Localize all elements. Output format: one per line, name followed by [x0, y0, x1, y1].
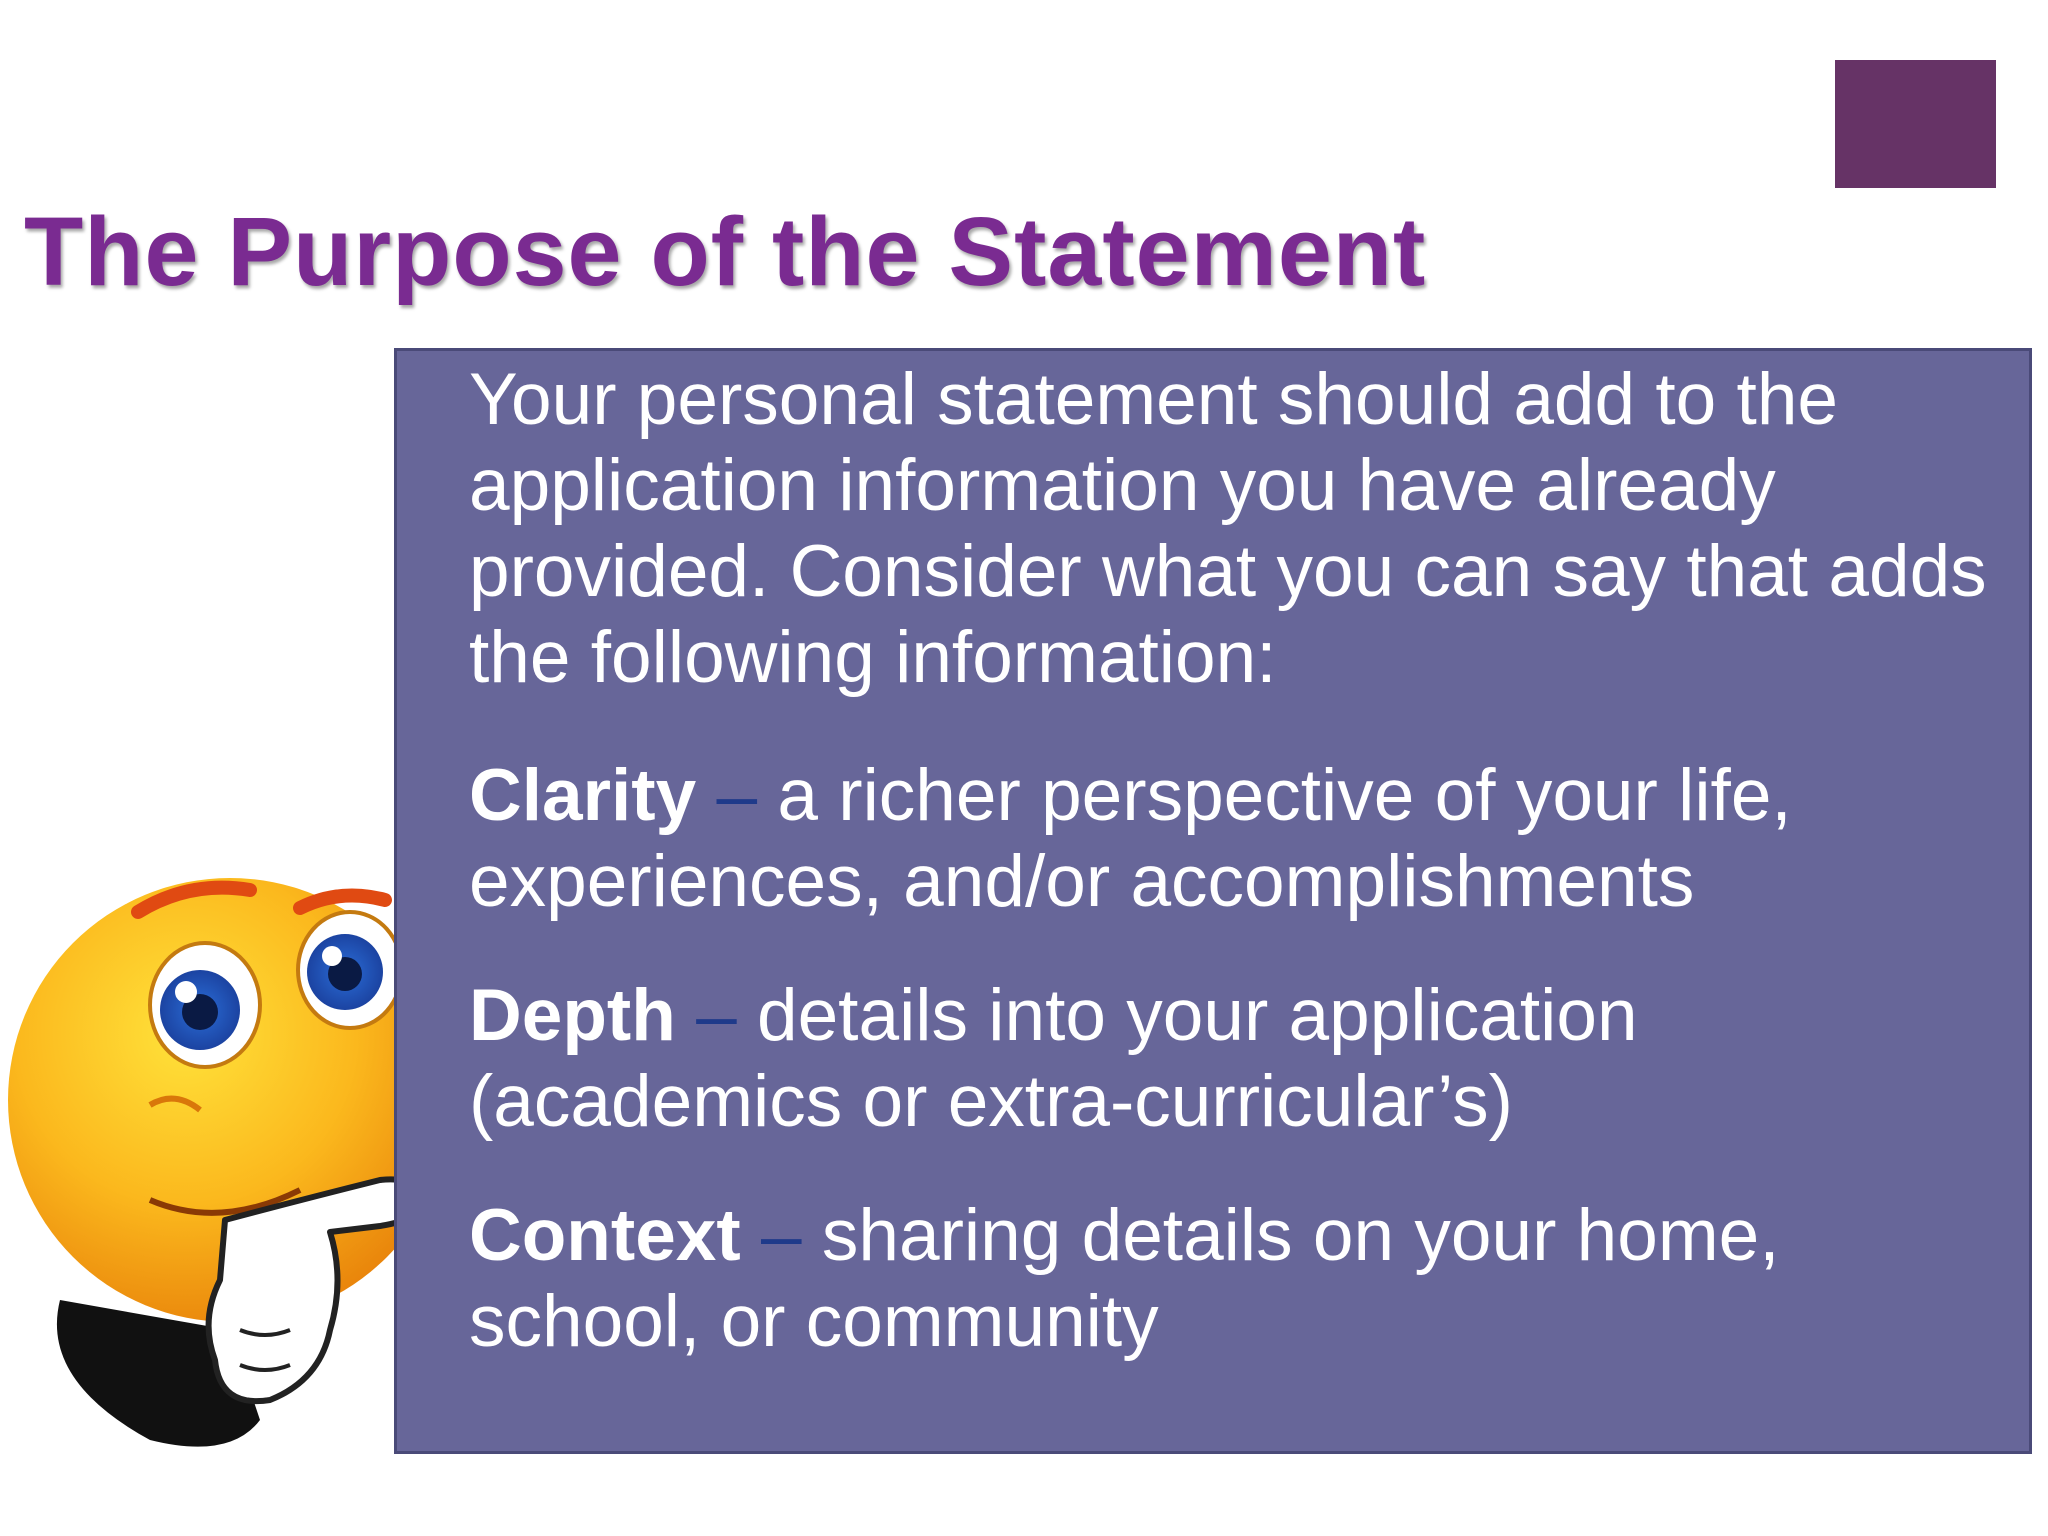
- dash-separator: –: [696, 755, 778, 836]
- content-box: [394, 348, 2032, 1454]
- dash-separator: –: [675, 975, 757, 1056]
- item-text-clarity: a richer perspective of your life, experiences, and/or accomplishments: [469, 755, 1792, 922]
- list-item-context: [469, 1193, 1989, 1365]
- list-item-clarity: [469, 753, 1989, 925]
- accent-square: [1835, 60, 1996, 188]
- item-text-context: sharing details on your home, school, or community: [469, 1195, 1780, 1362]
- term-depth: Depth: [469, 975, 676, 1056]
- dash-separator: –: [740, 1195, 822, 1276]
- term-context: Context: [469, 1195, 741, 1276]
- item-text-depth: details into your application (academics or extra-curricular’s): [469, 975, 1638, 1142]
- slide-title: The Purpose of the Statement: [24, 197, 1427, 306]
- list-item-depth: [469, 973, 1989, 1145]
- term-clarity: Clarity: [469, 755, 697, 836]
- intro-paragraph: Your personal statement should add to the application information you have already provided. Consider what you can say that adds the following information:: [469, 359, 1987, 698]
